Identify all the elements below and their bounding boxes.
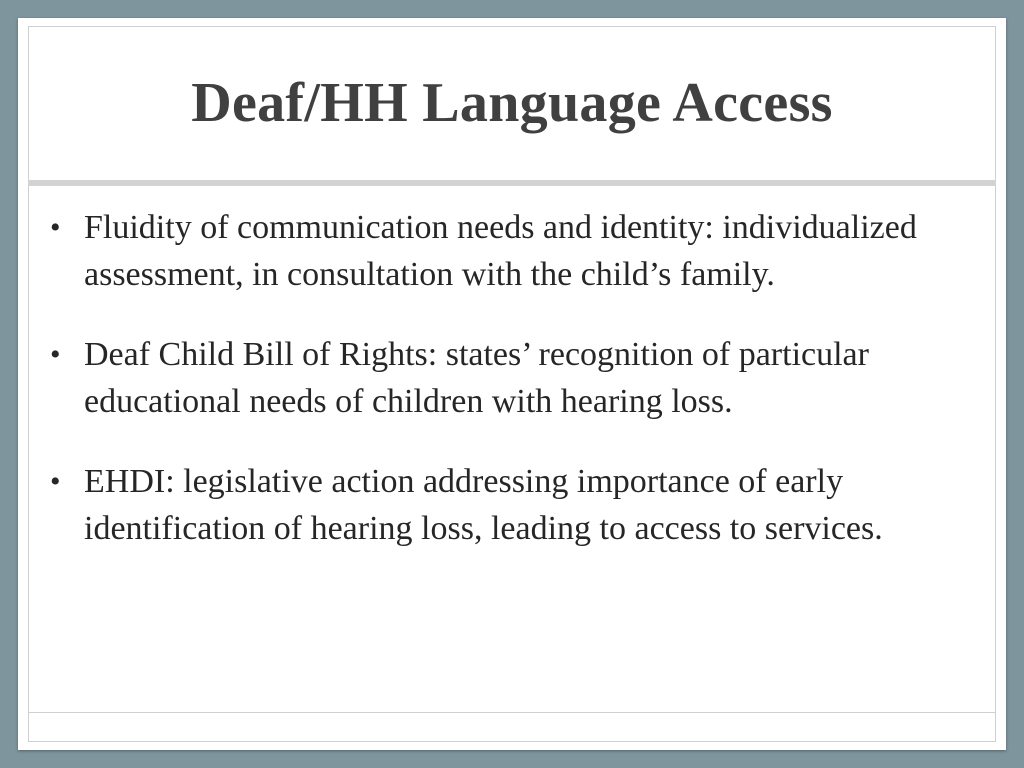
- bullet-item: [40, 204, 984, 298]
- bullet-list: [40, 204, 984, 552]
- slide-content: [40, 204, 984, 585]
- bullet-icon: •: [50, 211, 61, 244]
- bullet-text: EHDI: legislative action addressing importance of early identification of hearing loss, leading to access to services.: [84, 463, 883, 547]
- bullet-item: [40, 458, 984, 552]
- bullet-icon: •: [50, 465, 61, 498]
- bullet-text: Deaf Child Bill of Rights: states’ recognition of particular educational needs of children with hearing loss.: [84, 336, 869, 420]
- title-area: [18, 18, 1006, 178]
- title-divider: [28, 180, 996, 186]
- bullet-item: [40, 331, 984, 425]
- bullet-text: Fluidity of communication needs and identity: individualized assessment, in consultation with the child’s family.: [84, 209, 917, 293]
- slide-title: Deaf/HH Language Access: [191, 72, 833, 134]
- slide: [18, 18, 1006, 750]
- bullet-icon: •: [50, 338, 61, 371]
- footer-divider: [28, 712, 996, 713]
